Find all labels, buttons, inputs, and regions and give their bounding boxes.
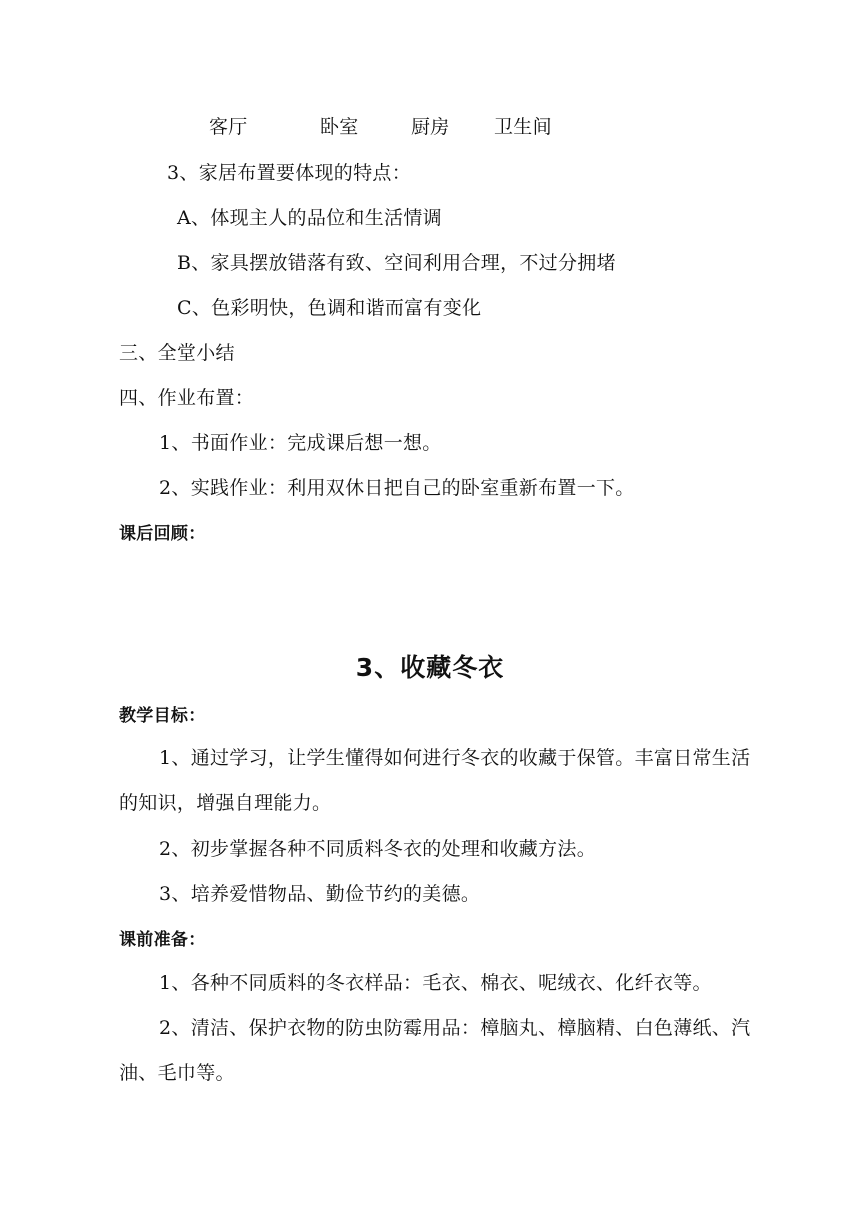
prep-label: 课前准备： (119, 930, 206, 950)
room-bathroom: 卫生间 (494, 116, 552, 138)
room-kitchen: 厨房 (411, 116, 450, 138)
review-label: 课后回顾： (119, 524, 206, 544)
room-bedroom: 卧室 (320, 116, 359, 138)
prep-1: 1、各种不同质料的冬衣样品：毛衣、棉衣、呢绒衣、化纤衣等。 (159, 972, 712, 994)
goals-label: 教学目标： (119, 706, 206, 726)
homework-item-2: 2、实践作业：利用双休日把自己的卧室重新布置一下。 (159, 477, 635, 499)
goal-1-line-1: 1、通过学习，让学生懂得如何进行冬衣的收藏于保管。丰富日常生活 (159, 747, 751, 769)
homework-item-1: 1、书面作业：完成课后想一想。 (159, 432, 442, 454)
feature-b: B、家具摆放错落有致、空间利用合理，不过分拥堵 (177, 252, 616, 274)
summary-heading: 三、全堂小结 (119, 342, 235, 364)
prep-2-line-2: 油、毛巾等。 (119, 1062, 235, 1084)
prep-2-line-1: 2、清洁、保护衣物的防虫防霉用品：樟脑丸、樟脑精、白色薄纸、汽 (159, 1017, 751, 1039)
lesson-title: 3、收藏冬衣 (355, 653, 505, 682)
goal-3: 3、培养爱惜物品、勤俭节约的美德。 (159, 883, 481, 905)
room-living: 客厅 (209, 116, 248, 138)
homework-heading: 四、作业布置： (119, 387, 255, 409)
feature-a: A、体现主人的品位和生活情调 (177, 207, 442, 229)
goal-1-line-2: 的知识，增强自理能力。 (119, 792, 332, 814)
goal-2: 2、初步掌握各种不同质料冬衣的处理和收藏方法。 (159, 838, 596, 860)
feature-c: C、色彩明快，色调和谐而富有变化 (177, 297, 482, 319)
room-list (0, 115, 860, 139)
features-heading: 3、家居布置要体现的特点： (167, 162, 411, 184)
